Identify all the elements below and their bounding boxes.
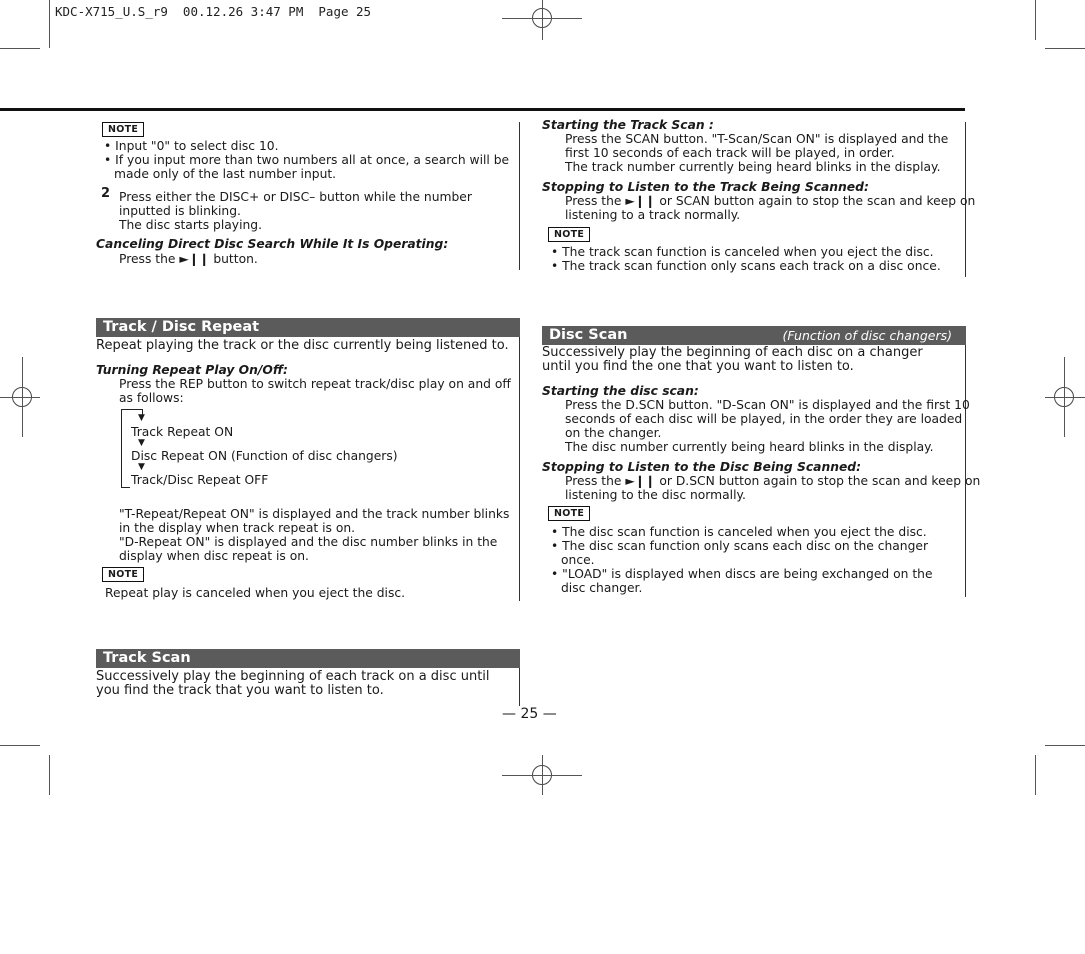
instruction-line: Press the D.SCN button. "D-Scan ON" is displayed and the first 10 seconds of each disc will be played, in the order they are loaded on the changer. — [565, 398, 970, 440]
instruction-text — [542, 398, 977, 454]
list-item: • "LOAD" is displayed when discs are being exchanged on the disc changer. — [551, 567, 933, 595]
note-list — [551, 525, 936, 595]
column-divider — [965, 345, 966, 597]
section-heading: Starting the Track Scan : — [542, 118, 714, 132]
cycle-step: Track/Disc Repeat OFF — [131, 473, 269, 487]
step-text — [119, 190, 499, 232]
arrow-down-icon: ▼ — [138, 413, 145, 423]
list-item: • The track scan function is canceled when you eject the disc. — [551, 245, 934, 259]
top-rule — [0, 108, 965, 111]
section-title-bar — [96, 649, 520, 668]
arrow-down-icon: ▼ — [138, 438, 145, 448]
page-number: — 25 — — [502, 706, 557, 722]
instruction-text: Press the REP button to switch repeat track/disc play on and off as follows: — [119, 377, 511, 405]
step-instruction: Press either the DISC+ or DISC– button while the number inputted is blinking. — [119, 190, 472, 218]
section-title: Track / Disc Repeat — [103, 319, 260, 335]
cycle-step: Track Repeat ON — [131, 425, 234, 439]
list-item: • Input "0" to select disc 10. — [104, 139, 279, 153]
note-label: NOTE — [548, 227, 590, 242]
note-text: The track scan function only scans each track on a disc once. — [562, 259, 941, 273]
note-text: The track scan function is canceled when you eject the disc. — [562, 245, 934, 259]
section-title: Track Scan — [103, 650, 191, 666]
column-divider — [519, 668, 520, 706]
instruction-line: Press the SCAN button. "T-Scan/Scan ON" is displayed and the first 10 seconds of each track will be played, in order. — [565, 132, 949, 160]
section-title-bar — [96, 318, 520, 337]
section-heading: Turning Repeat Play On/Off: — [96, 363, 288, 377]
note-text: If you input more than two numbers all at once, a search will be made only of the last number input. — [114, 153, 510, 181]
instruction-text: Press the ►❙❙ or SCAN button again to stop the scan and keep on listening to a track normally. — [565, 194, 976, 222]
note-label: NOTE — [102, 567, 144, 582]
list-item: • The disc scan function is canceled when you eject the disc. — [551, 525, 927, 539]
list-item: • If you input more than two numbers all at once, a search will be made only of the last number input. — [104, 153, 510, 181]
section-heading: Stopping to Listen to the Disc Being Scanned: — [542, 460, 862, 474]
section-lead: Successively play the beginning of each track on a disc until you find the track that you want to listen to. — [96, 669, 490, 698]
note-text: The disc scan function only scans each disc on the changer once. — [561, 539, 929, 567]
instruction-text: Press the ►❙❙ or D.SCN button again to stop the scan and keep on listening to the disc normally. — [565, 474, 981, 502]
note-text: "LOAD" is displayed when discs are being exchanged on the disc changer. — [561, 567, 933, 595]
list-item: • The disc scan function only scans each disc on the changer once. — [551, 539, 929, 567]
list-item: • The track scan function only scans each track on a disc once. — [551, 259, 941, 273]
info-line: "T-Repeat/Repeat ON" is displayed and the track number blinks in the display when track repeat is on. — [119, 507, 510, 535]
info-line: "D-Repeat ON" is displayed and the disc number blinks in the display when disc repeat is on. — [119, 535, 498, 563]
note-label: NOTE — [548, 506, 590, 521]
note-text: The disc scan function is canceled when you eject the disc. — [562, 525, 927, 539]
section-heading: Stopping to Listen to the Track Being Scanned: — [542, 180, 869, 194]
instruction-text: Press the ►❙❙ button. — [119, 252, 258, 266]
note-label: NOTE — [102, 122, 144, 137]
note-list — [551, 245, 956, 273]
step-result: The disc starts playing. — [119, 218, 262, 232]
section-title-bar — [542, 326, 966, 345]
arrow-down-icon: ▼ — [138, 462, 145, 472]
section-lead: Successively play the beginning of each disc on a changer until you find the one that you want to listen to. — [542, 345, 923, 374]
print-header: KDC-X715_U.S_r9 00.12.26 3:47 PM Page 25 — [55, 4, 372, 19]
section-subtitle: (Function of disc changers) — [782, 328, 952, 343]
section-lead: Repeat playing the track or the disc currently being listened to. — [96, 338, 509, 353]
note-list — [104, 139, 514, 181]
instruction-line: The disc number currently being heard blinks in the display. — [565, 440, 934, 454]
section-heading: Canceling Direct Disc Search While It Is Operating: — [96, 237, 449, 251]
section-title: Disc Scan — [549, 327, 628, 343]
note-text: Repeat play is canceled when you eject the disc. — [105, 586, 406, 600]
cycle-step: Disc Repeat ON (Function of disc changers) — [131, 449, 398, 463]
instruction-line: The track number currently being heard blinks in the display. — [565, 160, 941, 174]
note-text: Input "0" to select disc 10. — [115, 139, 279, 153]
column-divider — [519, 336, 520, 601]
instruction-text — [542, 132, 975, 174]
section-heading: Starting the disc scan: — [542, 384, 699, 398]
column-divider — [519, 122, 520, 270]
info-text — [119, 507, 511, 563]
step-number: 2 — [101, 186, 111, 201]
